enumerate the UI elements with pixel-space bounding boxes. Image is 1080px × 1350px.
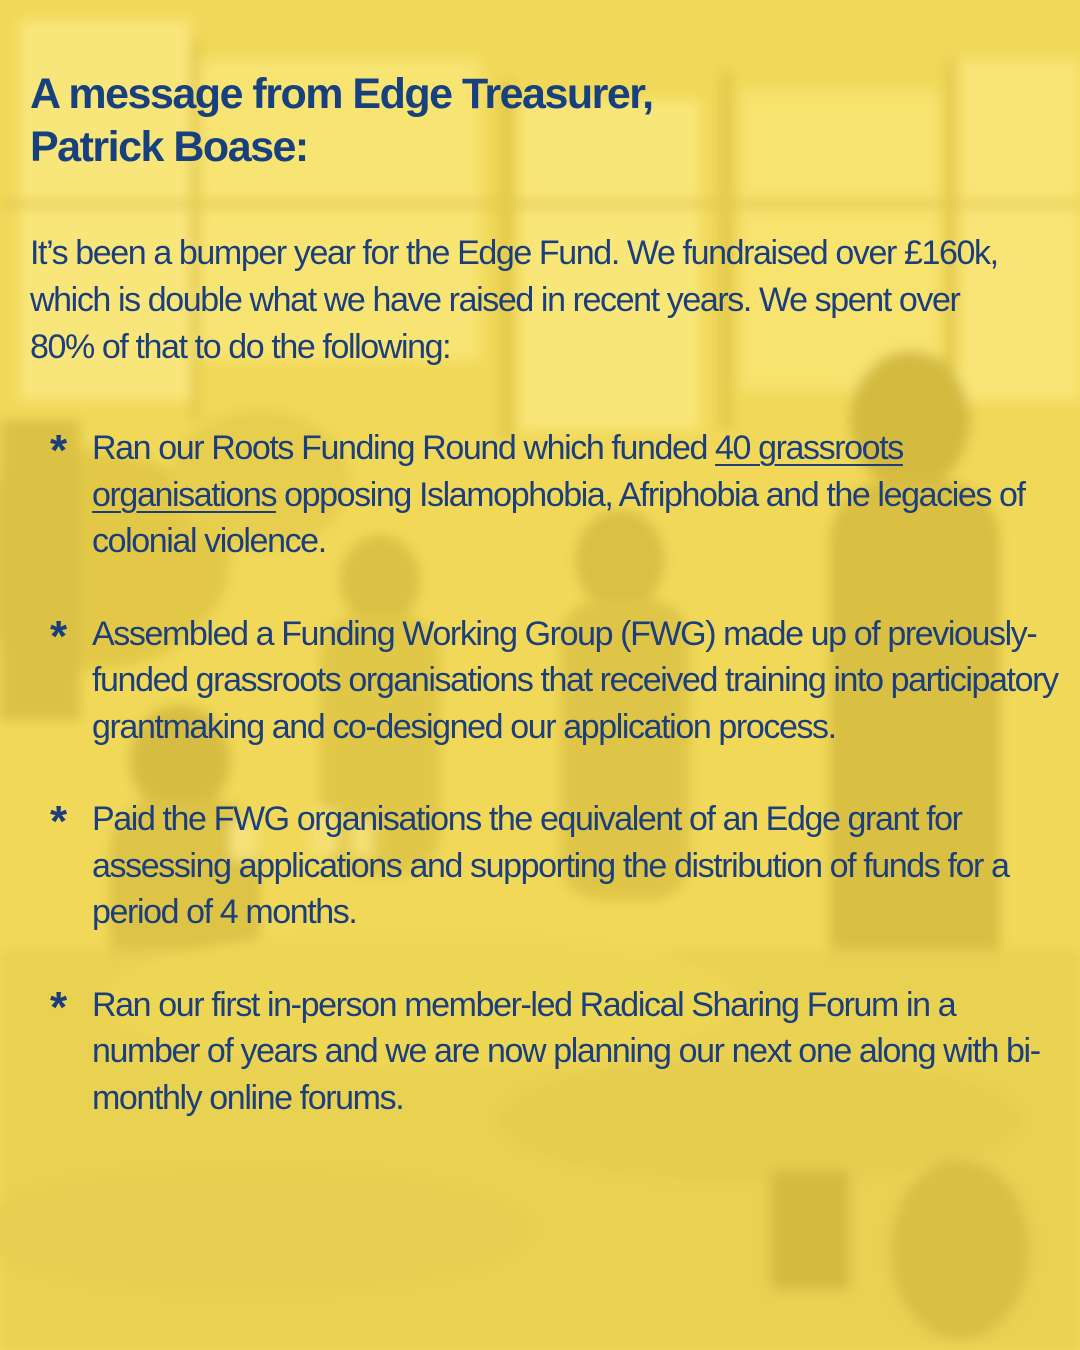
asterisk-icon: * bbox=[50, 611, 66, 661]
achievements-list bbox=[30, 425, 1060, 1121]
page-title bbox=[30, 68, 1060, 174]
item-text-before: Ran our Roots Funding Round which funded bbox=[92, 429, 716, 467]
list-item bbox=[30, 796, 1060, 936]
asterisk-icon: * bbox=[50, 797, 66, 846]
list-item bbox=[30, 982, 1060, 1122]
list-item bbox=[30, 425, 1060, 565]
asterisk-icon: * bbox=[50, 982, 66, 1032]
item-text: Ran our first in-person member-led Radical Sharing Forum in a number of years and we are now planning our next one along with bi-monthly online forums. bbox=[92, 985, 1040, 1117]
title-line-1: A message from Edge Treasurer, bbox=[30, 70, 653, 118]
asterisk-icon: * bbox=[50, 426, 66, 475]
grassroots-organisations-link[interactable]: 40 grassroots organisations bbox=[92, 429, 903, 514]
message-content bbox=[30, 68, 1060, 1121]
item-text: Assembled a Funding Working Group (FWG) made up of previously-funded grassroots organisations that received training into participatory grantmaking and co-designed our application process. bbox=[92, 614, 1058, 746]
item-text-after: opposing Islamophobia, Afriphobia and the legacies of colonial violence. bbox=[92, 475, 1025, 560]
title-line-2: Patrick Boase: bbox=[30, 123, 308, 171]
intro-paragraph: It’s been a bumper year for the Edge Fund. We fundraised over £160k, which is double what we have raised in recent years. We spent over 80% of that to do the following: bbox=[30, 234, 998, 366]
item-text: Paid the FWG organisations the equivalent of an Edge grant for assessing applications and supporting the distribution of funds for a period of 4 months. bbox=[92, 800, 1009, 931]
list-item bbox=[30, 611, 1060, 751]
